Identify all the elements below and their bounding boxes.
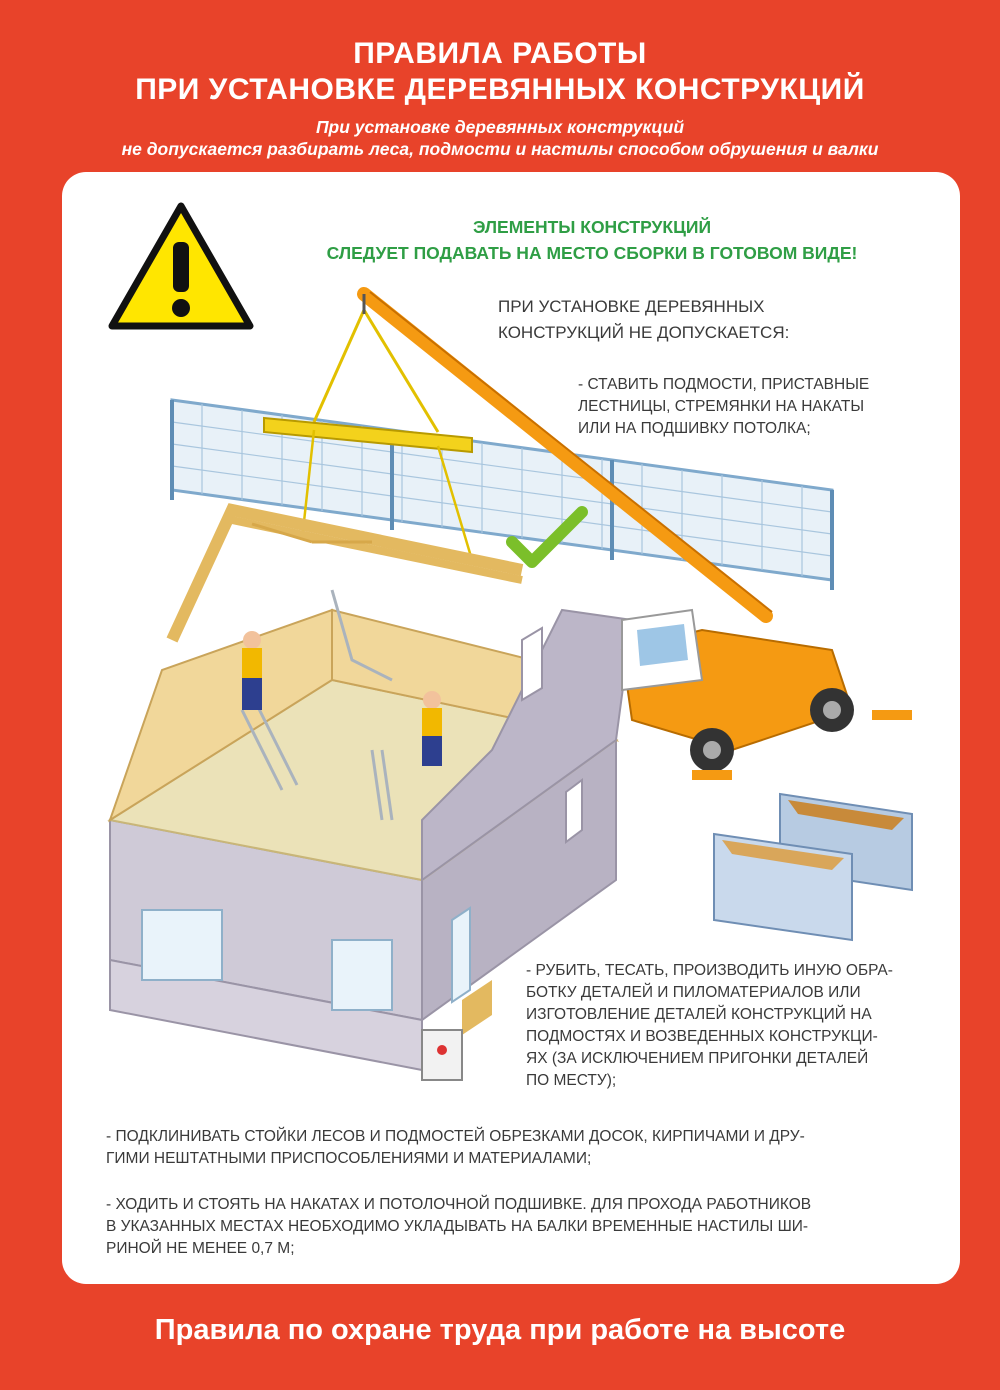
rules-heading-line-2: КОНСТРУКЦИЙ НЕ ДОПУСКАЕТСЯ:: [498, 323, 790, 342]
rule-2-line-2: БОТКУ ДЕТАЛЕЙ И ПИЛОМАТЕРИАЛОВ ИЛИ: [526, 984, 861, 1001]
rules-heading: [498, 294, 898, 346]
rule-4: [106, 1194, 926, 1260]
rule-4-line-3: РИНОЙ НЕ МЕНЕЕ 0,7 М;: [106, 1240, 295, 1257]
content-panel: [62, 172, 960, 1284]
waste-containers: [714, 794, 912, 940]
title-line-1: ПРАВИЛА РАБОТЫ: [353, 37, 647, 70]
worker-right: [422, 691, 442, 766]
rule-3-line-1: - ПОДКЛИНИВАТЬ СТОЙКИ ЛЕСОВ И ПОДМОСТЕЙ ОБРЕЗКАМИ ДОСОК, КИРПИЧАМИ И ДРУ-: [106, 1128, 805, 1145]
rule-1: [578, 374, 918, 440]
rule-4-line-2: В УКАЗАННЫХ МЕСТАХ НЕОБХОДИМО УКЛАДЫВАТЬ НА БАЛКИ ВРЕМЕННЫЕ НАСТИЛЫ ШИ-: [106, 1218, 809, 1235]
subtitle-line-1: При установке деревянных конструкций: [315, 117, 685, 137]
poster-title: [0, 36, 1000, 108]
rule-1-line-2: ЛЕСТНИЦЫ, СТРЕМЯНКИ НА НАКАТЫ: [578, 398, 865, 415]
rule-2: [526, 960, 946, 1092]
footer-title: Правила по охране труда при работе на высоте: [154, 1314, 846, 1346]
subtitle-line-2: не допускается разбирать леса, подмости и настилы способом обрушения и валки: [121, 139, 879, 159]
worker-left: [242, 631, 262, 710]
rule-2-line-3: ИЗГОТОВЛЕНИЕ ДЕТАЛЕЙ КОНСТРУКЦИЙ НА: [526, 1006, 872, 1023]
assembly-note: [262, 214, 922, 266]
warning-icon: [108, 202, 254, 330]
rules-heading-line-1: ПРИ УСТАНОВКЕ ДЕРЕВЯННЫХ: [498, 297, 765, 316]
rule-1-line-1: - СТАВИТЬ ПОДМОСТИ, ПРИСТАВНЫЕ: [578, 376, 870, 393]
poster-subtitle: [0, 116, 1000, 160]
rule-2-line-5: ЯХ (ЗА ИСКЛЮЧЕНИЕМ ПРИГОНКИ ДЕТАЛЕЙ: [526, 1050, 869, 1067]
rule-3: [106, 1126, 926, 1170]
rule-1-line-3: ИЛИ НА ПОДШИВКУ ПОТОЛКА;: [578, 420, 811, 437]
note-line-1: ЭЛЕМЕНТЫ КОНСТРУКЦИЙ: [472, 217, 712, 237]
rule-2-line-1: - РУБИТЬ, ТЕСАТЬ, ПРОИЗВОДИТЬ ИНУЮ ОБРА-: [526, 962, 893, 979]
electrical-box: [422, 1030, 462, 1080]
rule-2-line-6: ПО МЕСТУ);: [526, 1072, 617, 1089]
title-line-2: ПРИ УСТАНОВКЕ ДЕРЕВЯННЫХ КОНСТРУКЦИЙ: [135, 73, 865, 106]
rule-2-line-4: ПОДМОСТЯХ И ВОЗВЕДЕННЫХ КОНСТРУКЦИ-: [526, 1028, 878, 1045]
rule-4-line-1: - ХОДИТЬ И СТОЯТЬ НА НАКАТАХ И ПОТОЛОЧНОЙ ПОДШИВКЕ. ДЛЯ ПРОХОДА РАБОТНИКОВ: [106, 1196, 812, 1213]
rule-3-line-2: ГИМИ НЕШТАТНЫМИ ПРИСПОСОБЛЕНИЯМИ И МАТЕРИАЛАМИ;: [106, 1150, 592, 1167]
note-line-2: СЛЕДУЕТ ПОДАВАТЬ НА МЕСТО СБОРКИ В ГОТОВОМ ВИДЕ!: [326, 243, 858, 263]
